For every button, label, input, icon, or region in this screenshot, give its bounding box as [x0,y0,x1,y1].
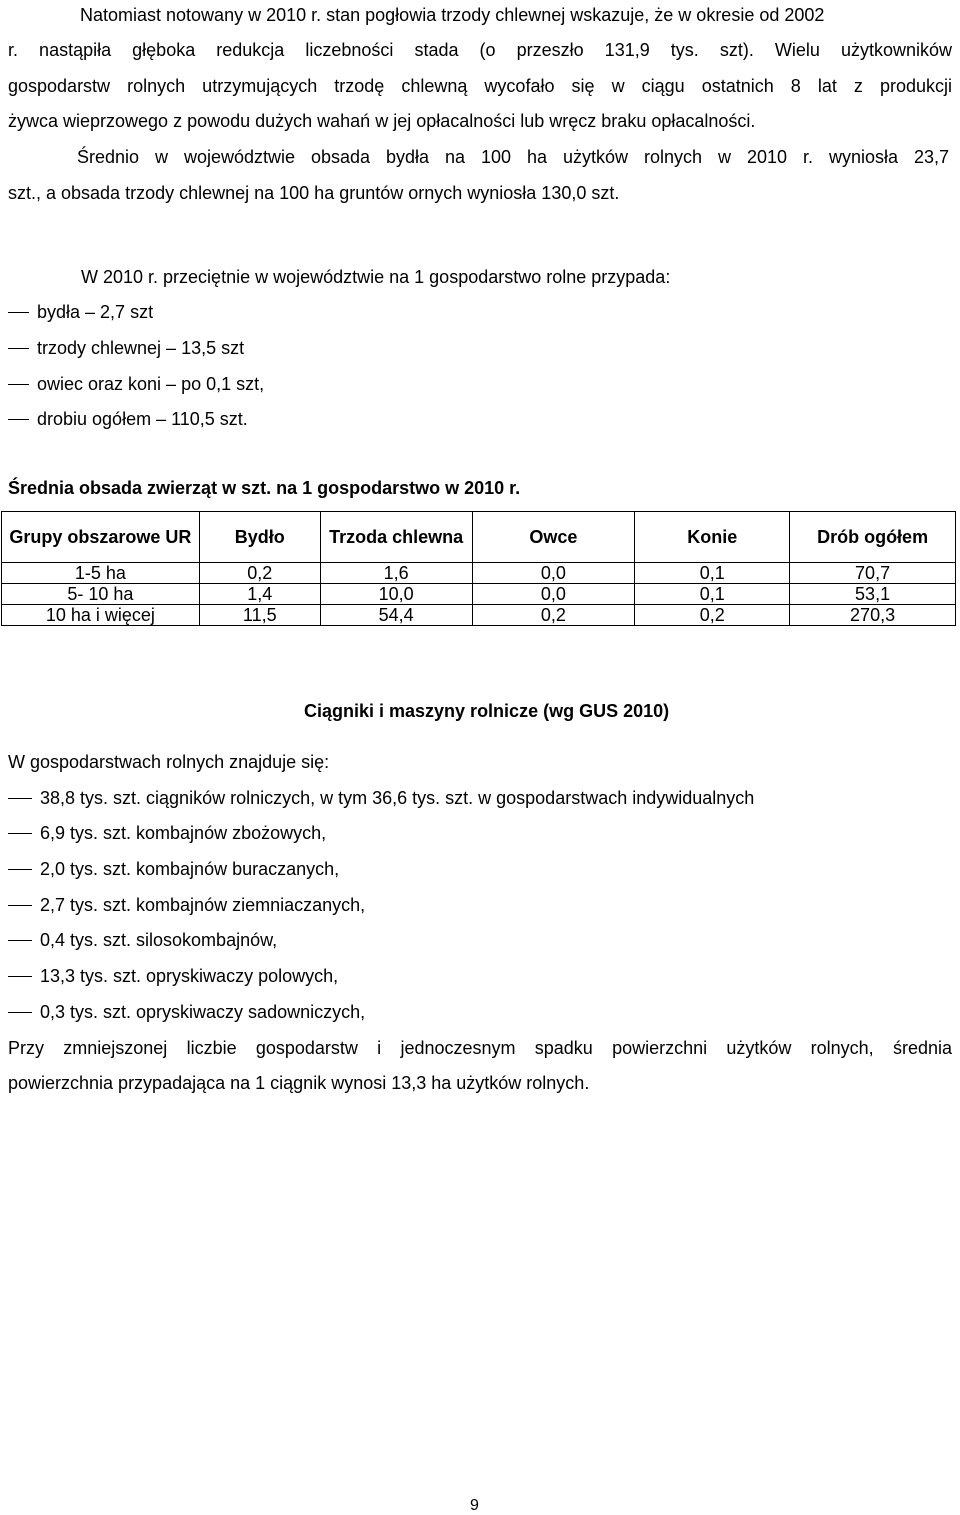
table-cell: 0,2 [199,563,320,584]
dash-icon [8,976,32,978]
table-cell: 1-5 ha [2,563,200,584]
column-header: Drób ogółem [790,512,956,563]
machine-item: 13,3 tys. szt. opryskiwaczy polowych, [8,965,952,987]
intro-line-3: gospodarstw rolnych utrzymujących trzodę chlewną wycofało się w ciągu ostatnich 8 lat z produkcji [8,76,952,96]
column-header: Trzoda chlewna [320,512,472,563]
machine-item: 0,3 tys. szt. opryskiwaczy sadowniczych, [8,1001,952,1023]
dash-icon [8,348,29,350]
machine-item: 38,8 tys. szt. ciągników rolniczych, w tym 36,6 tys. szt. w gospodarstwach indywidualnych [8,787,952,809]
table-row [2,563,956,584]
machine-item: 2,7 tys. szt. kombajnów ziemniaczanych, [8,894,952,916]
machines-heading: Ciągniki i maszyny rolnicze (wg GUS 2010) [304,701,670,721]
dash-icon [8,940,32,942]
closing-line-2: powierzchnia przypadająca na 1 ciągnik wynosi 13,3 ha użytków rolnych. [8,1073,590,1093]
dash-icon [8,905,32,907]
dash-icon [8,1012,32,1014]
intro-line-2: r. nastąpiła głęboka redukcja liczebności stada (o przeszło 131,9 tys. szt). Wielu użytkowników [8,40,952,60]
machine-item: 6,9 tys. szt. kombajnów zbożowych, [8,822,952,844]
machine-item: 2,0 tys. szt. kombajnów buraczanych, [8,858,952,880]
page-number: 9 [470,1497,479,1514]
table-cell: 70,7 [790,563,956,584]
density-line-1: Średnio w województwie obsada bydła na 100 ha użytków rolnych w 2010 r. wyniosła 23,7 [77,147,949,167]
per-farm-intro: W 2010 r. przeciętnie w województwie na 1 gospodarstwo rolne przypada: [81,267,671,287]
table-cell: 0,0 [472,584,635,605]
dash-icon [8,833,32,835]
column-header: Grupy obszarowe UR [2,512,200,563]
table-row [2,605,956,626]
table-cell: 0,0 [472,563,635,584]
table-cell: 1,6 [320,563,472,584]
table-cell: 10 ha i więcej [2,605,200,626]
intro-line-1: Natomiast notowany w 2010 r. stan pogłowia trzody chlewnej wskazuje, że w okresie od 2002 [80,5,825,25]
table-title: Średnia obsada zwierząt w szt. na 1 gospodarstwo w 2010 r. [8,478,521,498]
table-cell: 0,2 [472,605,635,626]
livestock-table [1,511,956,626]
density-line-2: szt., a obsada trzody chlewnej na 100 ha gruntów ornych wyniosła 130,0 szt. [8,183,620,203]
table-cell: 270,3 [790,605,956,626]
closing-line-1: Przy zmniejszonej liczbie gospodarstw i jednoczesnym spadku powierzchni użytków rolnych, średnia [8,1038,952,1058]
machines-intro: W gospodarstwach rolnych znajduje się: [8,752,330,772]
per-farm-item: owiec oraz koni – po 0,1 szt, [8,373,952,395]
dash-icon [8,798,32,800]
table-cell: 11,5 [199,605,320,626]
column-header: Owce [472,512,635,563]
table-row [2,584,956,605]
dash-icon [8,312,29,314]
per-farm-item: trzody chlewnej – 13,5 szt [8,337,952,359]
column-header: Konie [635,512,790,563]
column-header: Bydło [199,512,320,563]
table-header-row [2,512,956,563]
per-farm-item: bydła – 2,7 szt [8,301,952,323]
per-farm-item: drobiu ogółem – 110,5 szt. [8,408,952,430]
table-cell: 54,4 [320,605,472,626]
dash-icon [8,384,29,386]
dash-icon [8,869,32,871]
table-cell: 5- 10 ha [2,584,200,605]
machine-item: 0,4 tys. szt. silosokombajnów, [8,929,952,951]
table-cell: 0,1 [635,563,790,584]
table-cell: 53,1 [790,584,956,605]
dash-icon [8,419,29,421]
table-cell: 1,4 [199,584,320,605]
table-cell: 0,2 [635,605,790,626]
intro-line-4: żywca wieprzowego z powodu dużych wahań w jej opłacalności lub wręcz braku opłacalności. [8,111,756,131]
table-cell: 10,0 [320,584,472,605]
table-cell: 0,1 [635,584,790,605]
